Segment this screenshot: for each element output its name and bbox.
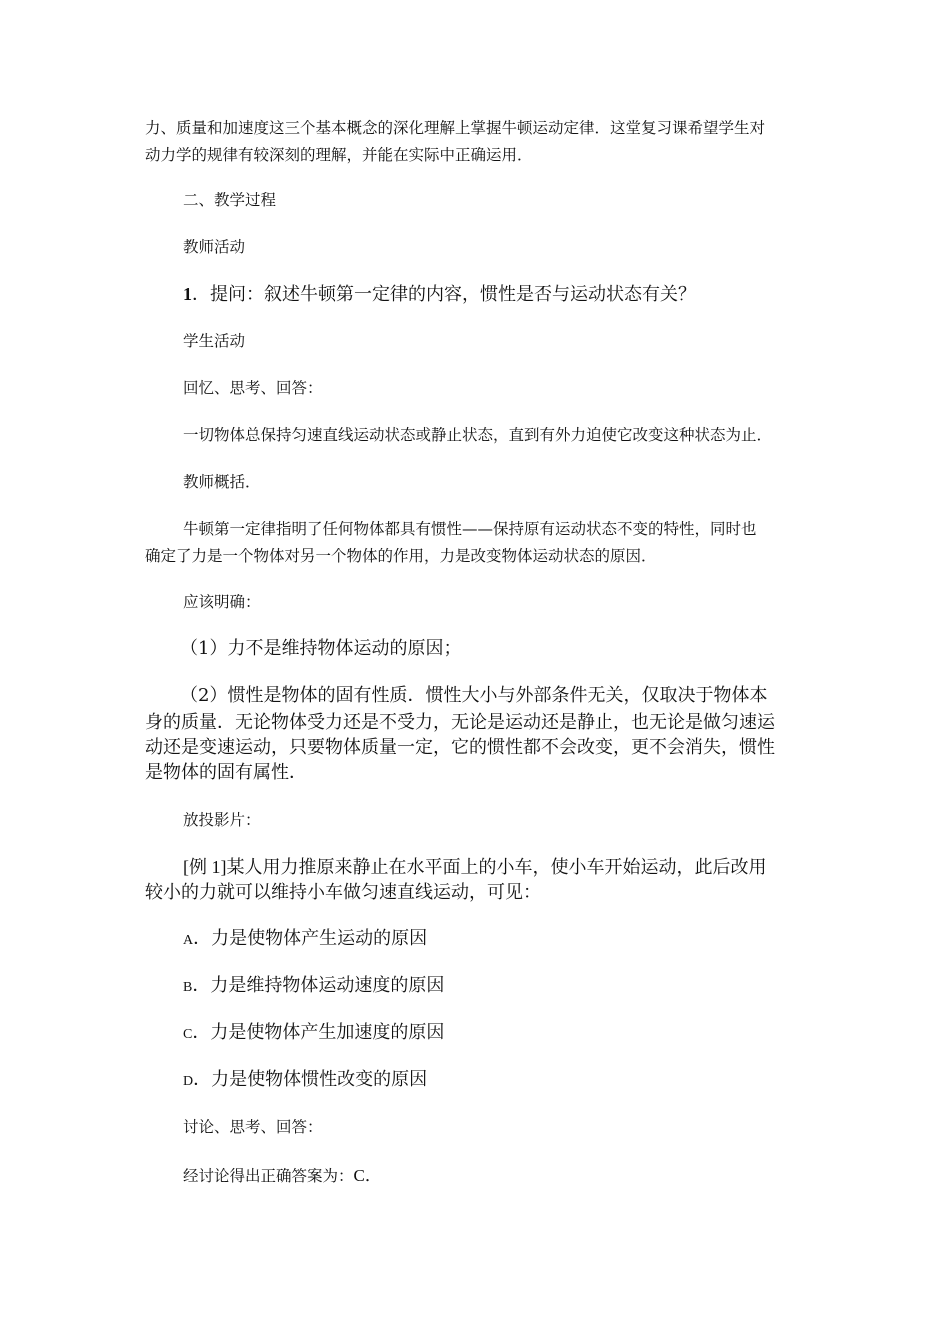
example-line-2: 较小的力就可以维持小车做匀速直线运动，可见：	[145, 882, 541, 903]
recall-label: 回忆、思考、回答：	[183, 379, 323, 397]
teacher-summary-label: 教师概括．	[183, 473, 261, 491]
option-c-text: ．力是使物体产生加速度的原因	[192, 1022, 445, 1043]
point-2-line-2: 身的质量．无论物体受力还是不受力，无论是运动还是静止，也无论是做匀速运	[145, 712, 775, 733]
point-2-line-1: （2）惯性是物体的固有性质．惯性大小与外部条件无关，仅取决于物体本	[180, 685, 768, 706]
option-c	[183, 1024, 444, 1042]
option-b	[183, 977, 444, 995]
option-a	[183, 930, 427, 948]
question-1	[183, 285, 696, 304]
example-tag: [例 1]	[183, 857, 227, 877]
question-1-text: ．提问：叙述牛顿第一定律的内容，惯性是否与运动状态有关？	[192, 284, 696, 305]
section-heading: 二、教学过程	[183, 191, 277, 209]
example-line-1	[183, 858, 767, 877]
intro-line-2: 动力学的规律有较深刻的理解，并能在实际中正确运用．	[145, 146, 533, 164]
point-1: （1）力不是维持物体运动的原因；	[180, 638, 462, 659]
answer-letter: C．	[353, 1166, 382, 1185]
option-a-letter: A	[183, 933, 194, 948]
summary-line-2: 确定了力是一个物体对另一个物体的作用，力是改变物体运动状态的原因．	[145, 547, 657, 565]
point-2-line-3: 动还是变速运动，只要物体质量一定，它的惯性都不会改变，更不会消失，惯性	[145, 737, 775, 758]
intro-line-1: 力、质量和加速度这三个基本概念的深化理解上掌握牛顿运动定律．这堂复习课希望学生对	[145, 119, 766, 137]
option-b-letter: B	[183, 980, 193, 995]
summary-line-1: 牛顿第一定律指明了任何物体都具有惯性——保持原有运动状态不变的特性，同时也	[183, 520, 757, 538]
option-d	[183, 1071, 427, 1089]
should-clarify-label: 应该明确：	[183, 593, 261, 611]
point-2-line-4: 是物体的固有属性．	[145, 762, 307, 783]
discuss-label: 讨论、思考、回答：	[183, 1118, 323, 1136]
option-d-text: ．力是使物体惯性改变的原因	[193, 1069, 428, 1090]
option-d-letter: D	[183, 1074, 194, 1089]
teacher-activity-label: 教师活动	[183, 238, 246, 256]
answer-line	[183, 1167, 382, 1185]
student-activity-label: 学生活动	[183, 332, 246, 350]
option-c-letter: C	[183, 1027, 193, 1042]
option-a-text: ．力是使物体产生运动的原因	[193, 928, 428, 949]
example-text-1: 某人用力推原来静止在水平面上的小车，使小车开始运动，此后改用	[226, 857, 767, 878]
answer-text: 经讨论得出正确答案为：	[183, 1167, 354, 1185]
law-statement: 一切物体总保持匀速直线运动状态或静止状态，直到有外力迫使它改变这种状态为止．	[183, 426, 773, 444]
question-1-number: 1	[183, 284, 192, 304]
slide-label: 放投影片：	[183, 811, 261, 829]
option-b-text: ．力是维持物体运动速度的原因	[192, 975, 445, 996]
